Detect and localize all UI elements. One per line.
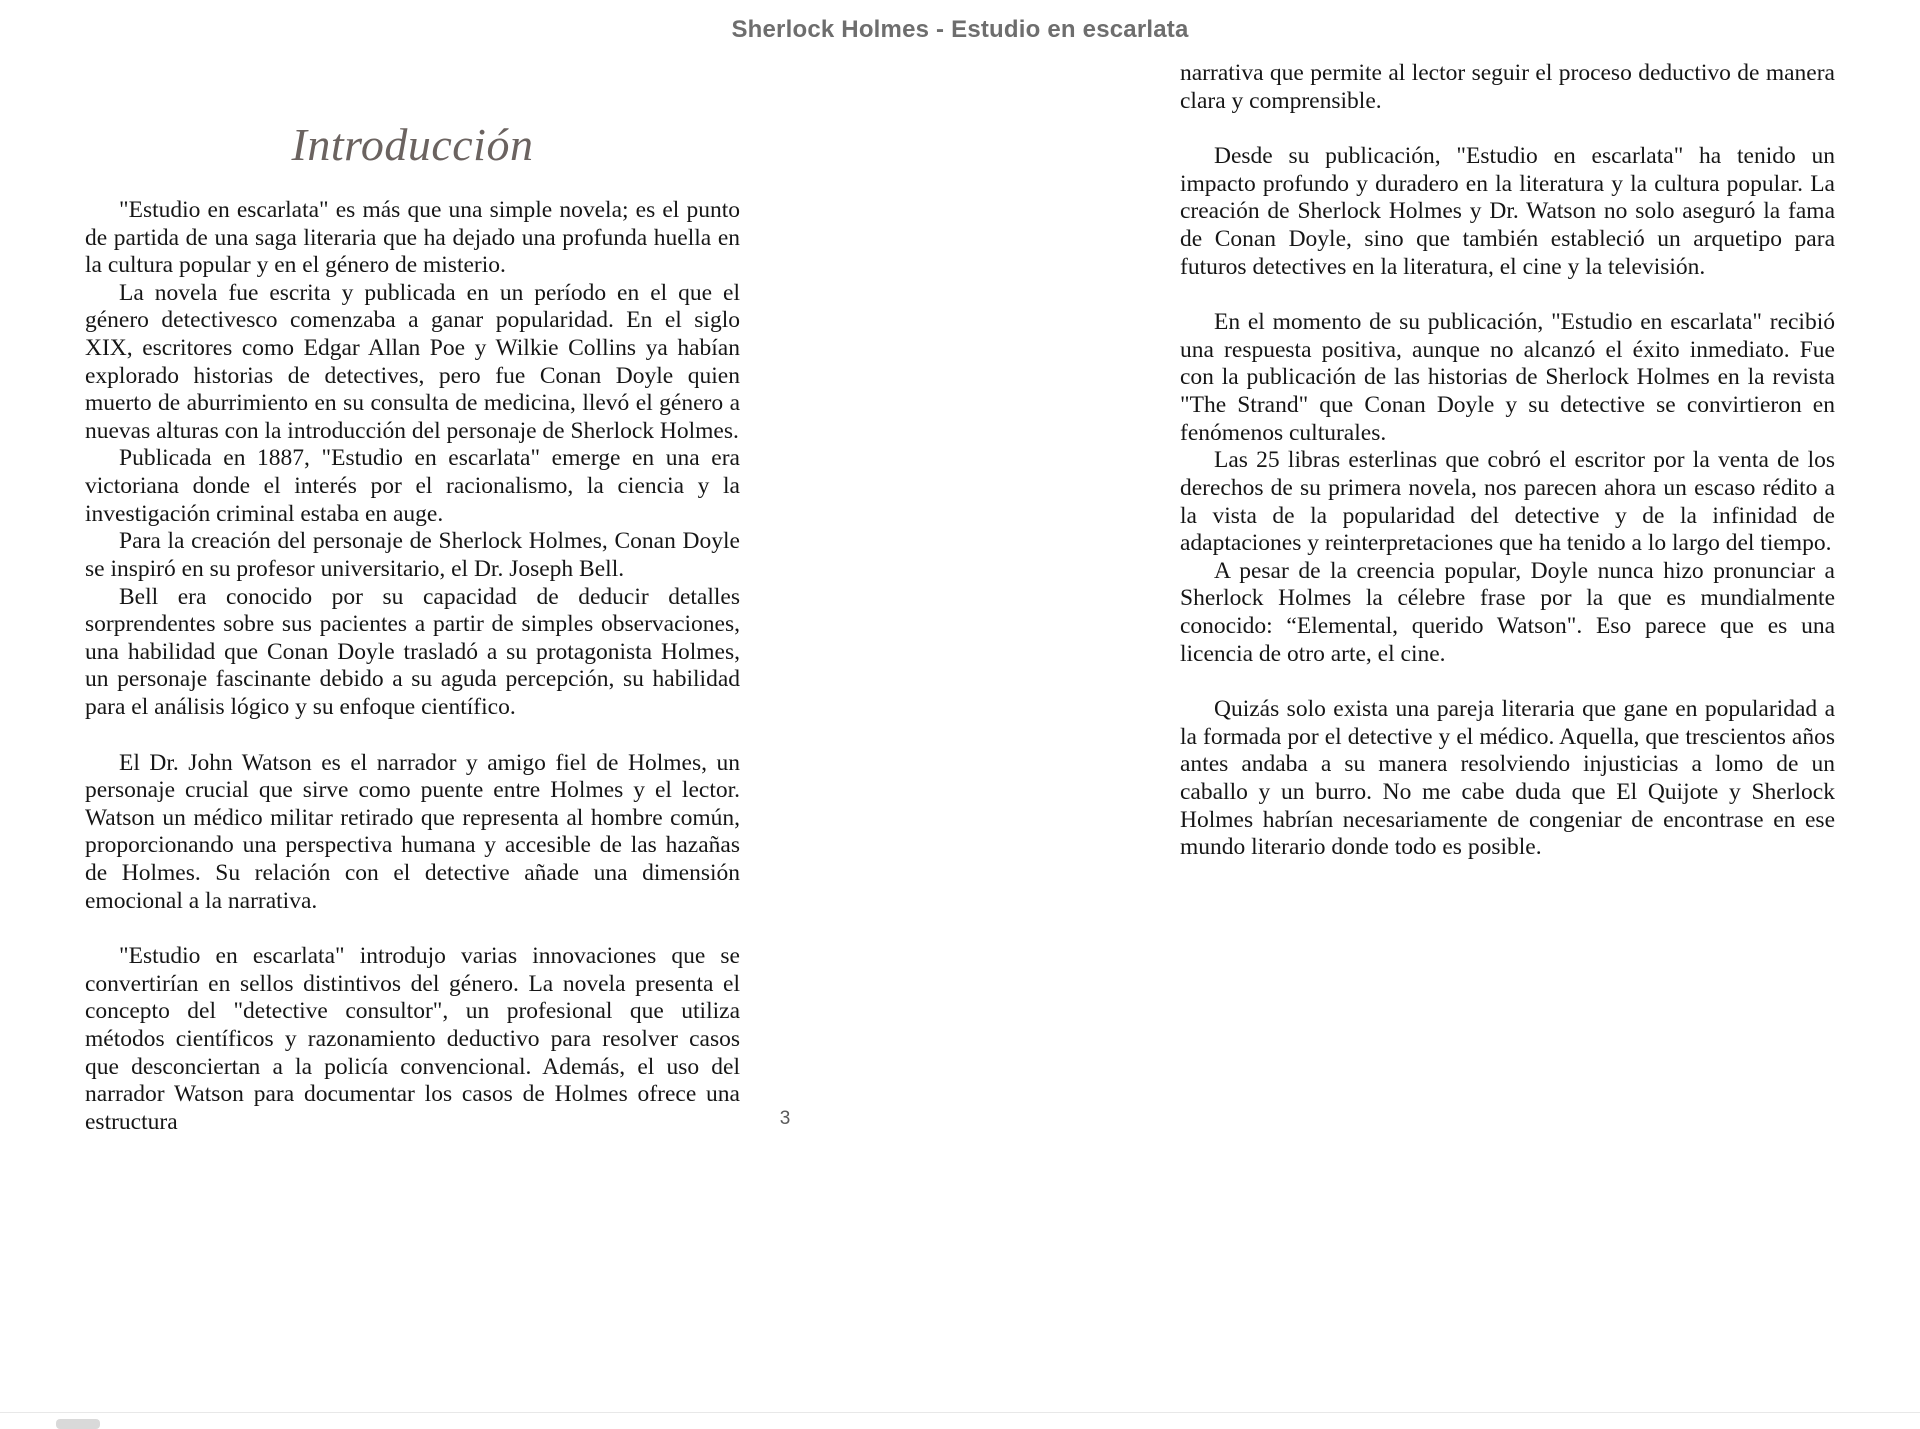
- paragraph: "Estudio en escarlata" es más que una simple novela; es el punto de partida de una saga literaria que ha dejado una profunda huella en la cultura popular y en el género de misterio.: [85, 197, 740, 279]
- two-column-body: [85, 60, 1835, 1350]
- scroll-indicator[interactable]: [56, 1419, 100, 1429]
- paragraph: La novela fue escrita y publicada en un período en el que el género detectivesco comenzaba a ganar popularidad. En el siglo XIX, escritores como Edgar Allan Poe y Wilkie Collins ya habían explorado historias de detectives, pero fue Conan Doyle quien muerto de aburrimiento en su consulta de medicina, llevó el género a nuevas alturas con la introducción del personaje de Sherlock Holmes.: [85, 279, 740, 444]
- paragraph: narrativa que permite al lector seguir el proceso deductivo de manera clara y comprensible.: [1180, 60, 1835, 114]
- paragraph: A pesar de la creencia popular, Doyle nunca hizo pronunciar a Sherlock Holmes la célebre frase por la que es mundialmente conocido: “Elemental, querido Watson". Eso parece que es una licencia de otro arte, el cine.: [1180, 557, 1835, 667]
- paragraph: "Estudio en escarlata" introdujo varias innovaciones que se convertirían en sellos distintivos del género. La novela presenta el concepto del "detective consultor", un profesional que utiliza métodos científicos y razonamiento deductivo para resolver casos que desconciertan a la policía convencional. Además, el uso del narrador Watson para documentar los casos de Holmes ofrece una estructura: [85, 943, 740, 1135]
- running-head: Sherlock Holmes - Estudio en escarlata: [731, 16, 1189, 43]
- right-column: [1180, 60, 1835, 862]
- paragraph: Bell era conocido por su capacidad de deducir detalles sorprendentes sobre sus pacientes a partir de simples observaciones, una habilidad que Conan Doyle trasladó a su protagonista Holmes, un personaje fascinante debido a su aguda percepción, su habilidad para el análisis lógico y su enfoque científico.: [85, 583, 740, 720]
- paragraph: Para la creación del personaje de Sherlock Holmes, Conan Doyle se inspiró en su profesor universitario, el Dr. Joseph Bell.: [85, 528, 740, 582]
- page-number: 3: [779, 1108, 791, 1129]
- paragraph: Publicada en 1887, "Estudio en escarlata" emerge en una era victoriana donde el interés por el racionalismo, la ciencia y la investigación criminal estaba en auge.: [85, 445, 740, 527]
- paragraph: El Dr. John Watson es el narrador y amigo fiel de Holmes, un personaje crucial que sirve como puente entre Holmes y el lector. Watson un médico militar retirado que representa al hombre común, proporcionando una perspectiva humana y accesible de las hazañas de Holmes. Su relación con el detective añade una dimensión emocional a la narrativa.: [85, 749, 740, 914]
- page-bottom-divider: [0, 1412, 1920, 1413]
- paragraph: Las 25 libras esterlinas que cobró el escritor por la venta de los derechos de su primera novela, nos parecen ahora un escaso rédito a la vista de la popularidad del detective y de la infinidad de adaptaciones y reinterpretaciones que ha tenido a lo largo del tiempo.: [1180, 447, 1835, 557]
- paragraph: En el momento de su publicación, "Estudio en escarlata" recibió una respuesta positiva, aunque no alcanzó el éxito inmediato. Fue con la publicación de las historias de Sherlock Holmes en la revista "The Strand" que Conan Doyle y su detective se convirtieron en fenómenos culturales.: [1180, 309, 1835, 446]
- paragraph: Quizás solo exista una pareja literaria que gane en popularidad a la formada por el detective y el médico. Aquella, que trescientos años antes andaba a su manera resolviendo injusticias a lomo de un caballo y un burro. No me cabe duda que El Quijote y Sherlock Holmes habrían necesariamente de congeniar de encontrase en ese mundo literario donde todo es posible.: [1180, 696, 1835, 861]
- chapter-title: Introducción: [291, 119, 534, 170]
- left-column: [85, 60, 740, 1137]
- paragraph: Desde su publicación, "Estudio en escarlata" ha tenido un impacto profundo y duradero en la literatura y la cultura popular. La creación de Sherlock Holmes y Dr. Watson no solo aseguró la fama de Conan Doyle, sino que también estableció un arquetipo para futuros detectives en la literatura, el cine y la televisión.: [1180, 143, 1835, 280]
